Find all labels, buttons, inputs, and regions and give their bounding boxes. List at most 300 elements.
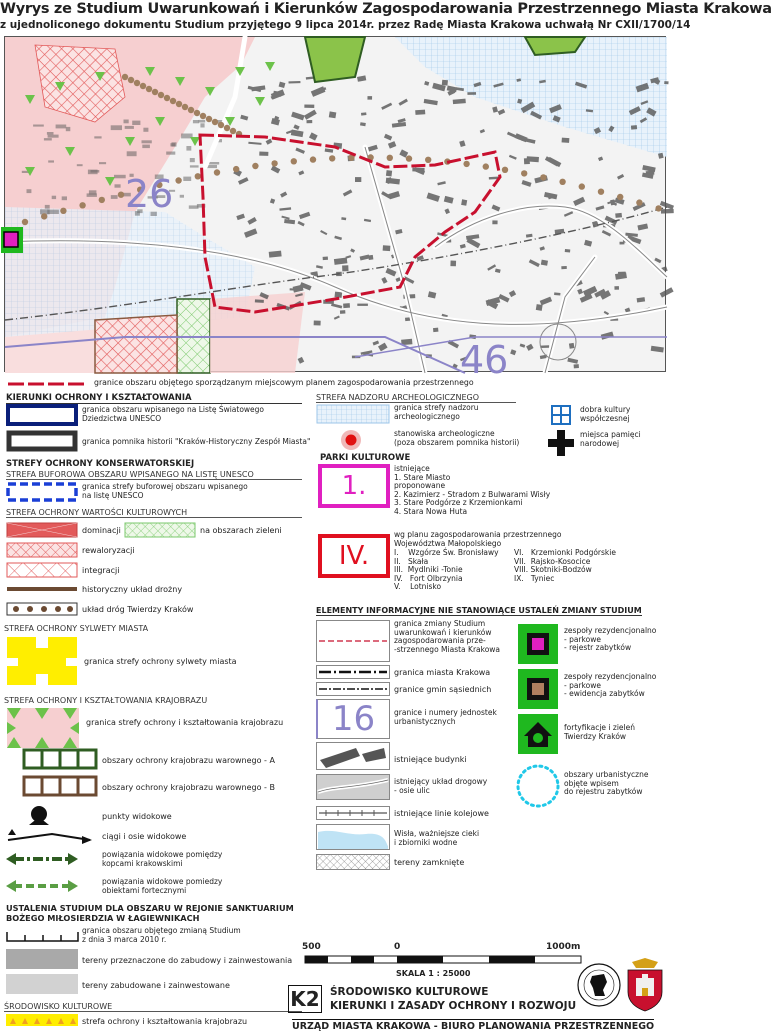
- building: [244, 228, 257, 237]
- building: [381, 277, 387, 284]
- plan-boundary-label: granice obszaru objętego sporządzanym miejscowym planem zagospodarowania przestrzennego: [94, 378, 474, 387]
- building: [561, 266, 567, 269]
- section-parki: PARKI KULTUROWE: [320, 453, 411, 463]
- obszary-urbanistyczne-label: obszary urbanistyczne objęte wpisem do rejestru zabytków: [564, 770, 649, 797]
- dominacji-symbol: [6, 522, 78, 538]
- building: [329, 111, 337, 118]
- building: [270, 198, 275, 203]
- building: [526, 234, 533, 238]
- building: [200, 123, 204, 127]
- building: [298, 357, 305, 364]
- fortress-road-dot: [182, 104, 188, 110]
- building: [361, 112, 366, 115]
- fortress-road-dot: [271, 160, 277, 166]
- building: [293, 124, 299, 129]
- fortress-road-dot: [214, 169, 220, 175]
- building: [569, 343, 575, 349]
- building: [520, 344, 526, 348]
- building: [62, 196, 67, 200]
- powiazania-obiektami-symbol: [4, 879, 80, 893]
- strefa-ochrony-symbol: [6, 1014, 78, 1026]
- fortress-road-dot: [540, 174, 546, 180]
- building: [567, 358, 578, 364]
- building: [364, 219, 371, 222]
- tereny-zabudowane-symbol: [6, 974, 78, 994]
- granice-numery-label: granice i numery jednostek urbanistycznych: [394, 708, 497, 726]
- building: [94, 136, 101, 138]
- building: [341, 217, 346, 220]
- building: [291, 130, 304, 138]
- miejsca-pamieci-icon: [546, 428, 576, 458]
- wisla-symbol: [316, 824, 390, 850]
- building: [625, 233, 638, 237]
- fortress-road-dot: [502, 167, 508, 173]
- fortress-road-dot: [559, 179, 565, 185]
- building: [433, 328, 438, 332]
- building: [248, 142, 261, 145]
- building: [444, 196, 454, 204]
- building: [395, 229, 402, 234]
- scale-tick-1000: 1000m: [546, 942, 581, 952]
- building: [447, 86, 457, 93]
- subsection-sylwety: STREFA OCHRONY SYLWETY MIASTA: [4, 624, 149, 633]
- fortress-road-dot: [79, 202, 85, 208]
- zieleni-symbol: [124, 522, 196, 538]
- building: [132, 121, 140, 125]
- fortress-road-dot: [140, 83, 146, 89]
- building: [304, 110, 317, 120]
- building: [388, 191, 400, 199]
- unesco-label: granica obszaru wpisanego na Listę Światowego Dziedzictwa UNESCO: [82, 405, 265, 423]
- building: [271, 89, 285, 99]
- building: [334, 315, 340, 319]
- building: [143, 128, 148, 132]
- subsection-nadzoru: STREFA NADZORU ARCHEOLOGICZNEGO: [316, 393, 516, 403]
- warownego-b-symbol: [22, 775, 98, 797]
- footer-line2: KIERUNKI I ZASADY OCHRONY I ROZWOJU: [330, 1000, 577, 1012]
- fortress-road-dot: [158, 92, 164, 98]
- miejsca-pamieci-label: miejsca pamięci narodowej: [580, 430, 641, 448]
- building: [540, 345, 549, 348]
- fortyfikacje-label: fortyfikacje i zieleń Twierdzy Kraków: [564, 723, 635, 741]
- building: [437, 181, 446, 185]
- building: [637, 297, 646, 302]
- park-existing-box: 1.: [318, 464, 390, 508]
- building: [190, 158, 195, 162]
- building: [307, 120, 313, 123]
- building: [664, 81, 668, 84]
- fortress-road-dot: [218, 122, 224, 128]
- building: [529, 259, 540, 267]
- building: [255, 299, 264, 302]
- obszary-urbanistyczne-symbol: [514, 762, 562, 810]
- dominacji-label: dominacji: [82, 526, 121, 535]
- building: [314, 321, 321, 326]
- building: [617, 174, 624, 180]
- building: [492, 106, 498, 112]
- building: [170, 143, 175, 146]
- linie-kolejowe-symbol: [316, 806, 390, 820]
- granice-gmin-symbol: [316, 682, 390, 696]
- fortress-road-dot: [521, 170, 527, 176]
- building: [596, 205, 605, 210]
- building: [320, 230, 327, 235]
- building: [487, 264, 496, 271]
- strefa-ochrony-label: strefa ochrony i kształtowania krajobrazu: [82, 1017, 248, 1026]
- fortress-road-dot: [329, 155, 335, 161]
- building: [540, 297, 552, 306]
- granica-zmiana-symbol: [6, 929, 80, 943]
- building: [99, 162, 106, 164]
- fortress-road-dot: [188, 107, 194, 113]
- building: [48, 160, 54, 162]
- zespoly-rejestr-icon: [518, 624, 558, 664]
- building: [498, 109, 506, 115]
- buforowa-label: granica strefy buforowej obszaru wpisanego na listę UNESCO: [82, 482, 248, 500]
- fortress-road-dot: [128, 77, 134, 83]
- uklad-drogowy-label: istniejący układ drogowy - osie ulic: [394, 777, 488, 795]
- building: [279, 207, 291, 210]
- tereny-przeznaczone-symbol: [6, 949, 78, 969]
- map-header: [0, 0, 772, 36]
- fortress-road-dot: [122, 74, 128, 80]
- granica-zmiany-label: granica zmiany Studium uwarunkowań i kierunków zagospodarowania prze- -strzennego Miasta Krakowa: [394, 619, 501, 654]
- fortress-road-dot: [118, 192, 124, 198]
- building: [284, 219, 295, 224]
- building: [199, 120, 206, 123]
- building: [325, 148, 334, 152]
- building: [573, 197, 585, 206]
- building: [554, 292, 560, 295]
- building: [426, 193, 439, 202]
- building: [279, 82, 286, 88]
- subsection-krajobrazu: STREFA OCHRONY I KSZTAŁTOWANIA KRAJOBRAZU: [4, 696, 208, 705]
- pomnik-symbol: [6, 430, 78, 452]
- building: [281, 216, 289, 220]
- map-view[interactable]: [4, 36, 666, 382]
- fortress-road-dot: [175, 177, 181, 183]
- warownego-a-label: obszary ochrony krajobrazu warownego - A: [102, 756, 275, 765]
- zespoly-ewidencja-label: zespoły rezydencjonalno - parkowe - ewidencja zabytków: [564, 672, 657, 699]
- building: [467, 92, 476, 95]
- footer-line3: URZĄD MIASTA KRAKOWA - BIURO PLANOWANIA PRZESTRZENNEGO: [292, 1021, 655, 1032]
- unesco-symbol: [6, 404, 78, 426]
- building: [357, 304, 368, 306]
- building: [461, 199, 467, 205]
- building: [259, 152, 268, 156]
- building: [527, 156, 539, 162]
- building: [189, 205, 199, 208]
- zespoly-rejestr-label: zespoły rezydencjonalno - parkowe - rejestr zabytków: [564, 626, 657, 653]
- building: [383, 245, 391, 251]
- building: [293, 285, 304, 293]
- building: [291, 112, 304, 121]
- map-title: Wyrys ze Studium Uwarunkowań i Kierunków Zagospodarowania Przestrzennego Miasta Krakowa: [0, 1, 772, 17]
- sheet-code: K2: [288, 985, 322, 1013]
- granica-zmiany-symbol: [316, 620, 390, 662]
- dobra-kultury-label: dobra kultury współczesnej: [580, 405, 631, 423]
- granica-miasta-symbol: [316, 665, 390, 679]
- fortress-road-dot: [425, 157, 431, 163]
- uklad-drog-label: układ dróg Twierdzy Kraków: [82, 605, 194, 614]
- footer-line1: ŚRODOWISKO KULTUROWE: [330, 986, 489, 998]
- building: [180, 195, 184, 198]
- building: [27, 189, 32, 193]
- landscape-triangle: [190, 137, 200, 146]
- building: [114, 175, 126, 179]
- building: [614, 286, 619, 290]
- parki-list-regional-b: VI. Krzemionki Podgórskie VII. Rajsko-Kosocice VIII. Skotniki-Bodzów IX. Tyniec: [514, 548, 616, 583]
- building: [88, 170, 98, 175]
- ciagi-symbol: [4, 826, 94, 844]
- building: [89, 190, 97, 194]
- section-sanktuarium: USTALENIA STUDIUM DLA OBSZARU W REJONIE SANKTUARIUM BOŻEGO MIŁOSIERDZIA W ŁAGIEWNIKACH: [6, 903, 294, 923]
- section-elementy: ELEMENTY INFORMACYJNE NIE STANOWIĄCE USTALEŃ ZMIANY STUDIUM: [316, 606, 642, 615]
- building: [47, 132, 54, 135]
- fortress-road-dot: [194, 110, 200, 116]
- building: [564, 211, 573, 217]
- building: [323, 257, 328, 261]
- dobra-kultury-icon: [550, 404, 572, 426]
- building: [381, 103, 392, 110]
- building: [56, 125, 67, 129]
- fortress-road-dot: [598, 189, 604, 195]
- building: [577, 289, 583, 295]
- building: [367, 96, 372, 100]
- fortress-road-dot: [310, 156, 316, 162]
- warownego-a-symbol: [22, 748, 98, 770]
- building: [584, 240, 592, 247]
- building: [399, 99, 408, 106]
- tereny-zamkniete-label: tereny zamknięte: [394, 858, 465, 867]
- building: [574, 364, 579, 368]
- building: [334, 258, 348, 265]
- building: [316, 265, 323, 269]
- integracji-label: integracji: [82, 566, 120, 575]
- building: [52, 196, 56, 199]
- building: [111, 125, 122, 130]
- building: [388, 141, 396, 148]
- unit-label-26: 26: [125, 172, 174, 216]
- fortress-road-dot: [170, 98, 176, 104]
- scale-tick-500: 500: [302, 942, 321, 952]
- fortress-road-dot: [233, 166, 239, 172]
- zieleni-label: na obszarach zieleni: [200, 526, 282, 535]
- fortress-road-dot: [134, 80, 140, 86]
- building: [368, 145, 378, 152]
- building: [491, 205, 500, 212]
- fortress-road-dot: [655, 205, 661, 211]
- krajobrazu-symbol: [6, 707, 80, 749]
- building: [142, 145, 150, 149]
- subsection-buforowa: STREFA BUFOROWA OBSZARU WPISANEGO NA LISTĘ UNESCO: [6, 470, 302, 480]
- building: [142, 140, 152, 143]
- building: [48, 135, 59, 138]
- section-strefy: STREFY OCHRONY KONSERWATORSKIEJ: [6, 459, 195, 469]
- building: [654, 258, 661, 264]
- building: [355, 177, 361, 182]
- fortress-road-dot: [483, 163, 489, 169]
- building: [309, 132, 318, 140]
- building: [450, 261, 456, 267]
- granica-miasta-label: granica miasta Krakowa: [394, 668, 491, 677]
- integracji-symbol: [6, 562, 78, 578]
- historyczny-symbol: [6, 584, 78, 594]
- building: [541, 260, 548, 266]
- parki-list-regional-head: wg planu zagospodarowania przestrzennego Województwa Małopolskiego: [394, 530, 562, 548]
- fortress-road-dot: [164, 95, 170, 101]
- powiazania-obiektami-label: powiązania widokowe pomiedzy obiektami fortecznymi: [102, 877, 223, 895]
- building: [526, 344, 533, 351]
- building: [33, 125, 44, 127]
- building: [492, 220, 497, 224]
- rewaloryzacji-symbol: [6, 542, 78, 558]
- building: [357, 75, 366, 81]
- building: [289, 81, 301, 84]
- building: [495, 269, 501, 273]
- rewaloryzacji-label: rewaloryzacji: [82, 546, 135, 555]
- building: [373, 340, 380, 345]
- tereny-zamkniete-symbol: [316, 854, 390, 870]
- building: [453, 99, 466, 104]
- building: [331, 303, 342, 308]
- building: [236, 214, 245, 221]
- scale-bar: [304, 954, 582, 966]
- building: [615, 272, 627, 279]
- fortress-road-dot: [152, 89, 158, 95]
- stanowiska-label: stanowiska archeologiczne (poza obszarem pomnika historii): [394, 429, 520, 447]
- punkty-symbol: [26, 803, 52, 825]
- fortress-road-dot: [252, 163, 258, 169]
- unit-label-46: 46: [460, 338, 509, 382]
- landscape-triangle: [265, 62, 275, 71]
- uklad-drogowy-symbol: [316, 774, 390, 800]
- building: [604, 311, 609, 315]
- budynki-label: istniejące budynki: [394, 755, 467, 764]
- building: [480, 129, 485, 133]
- building: [44, 138, 52, 140]
- uklad-drog-symbol: [6, 602, 78, 616]
- building: [271, 166, 281, 174]
- fortress-road-dot: [212, 119, 218, 125]
- building: [637, 223, 648, 230]
- legend: [0, 374, 669, 1033]
- building: [124, 120, 129, 124]
- fortress-road-dot: [99, 197, 105, 203]
- section-kierunki: KIERUNKI OCHRONY I KSZTAŁTOWANIA: [6, 393, 302, 404]
- building: [125, 126, 134, 129]
- building: [459, 140, 465, 147]
- wisla-label: Wisła, ważniejsze cieki i zbiorniki wodne: [394, 829, 480, 847]
- building: [536, 304, 543, 311]
- building: [77, 164, 83, 166]
- building: [183, 177, 191, 181]
- building: [247, 217, 256, 225]
- building: [466, 238, 480, 249]
- building: [385, 268, 396, 277]
- fortress-road-dot: [41, 213, 47, 219]
- building: [111, 195, 118, 199]
- building: [615, 213, 622, 218]
- building: [521, 137, 535, 144]
- fortress-road-dot: [291, 158, 297, 164]
- building: [360, 122, 366, 126]
- building: [238, 177, 249, 185]
- building: [186, 146, 191, 151]
- building: [378, 343, 388, 352]
- building: [45, 205, 50, 209]
- fortress-road-dot: [406, 155, 412, 161]
- stanowiska-icon: [340, 429, 362, 451]
- fortyfikacje-icon: [518, 714, 558, 754]
- building: [631, 125, 637, 129]
- fortress-road-dot: [200, 113, 206, 119]
- building: [334, 236, 342, 241]
- fortress-road-dot: [60, 208, 66, 214]
- building: [592, 221, 599, 228]
- fortress-road-dot: [146, 86, 152, 92]
- section-srodowisko: ŚRODOWISKO KULTUROWE: [4, 1002, 302, 1012]
- building: [442, 80, 448, 86]
- building: [127, 151, 137, 156]
- powiazania-kopcami-label: powiązania widokowe pomiędzy kopcami krakowskimi: [102, 850, 223, 868]
- building: [360, 254, 370, 260]
- building: [269, 251, 282, 258]
- landscape-triangle: [255, 97, 265, 106]
- building: [280, 191, 287, 197]
- plan-boundary-symbol: [6, 380, 86, 388]
- krakow-coat-of-arms-icon: [624, 956, 666, 1012]
- building: [415, 110, 425, 115]
- punkty-label: punkty widokowe: [102, 812, 172, 821]
- parki-list-regional-a: I. Wzgórze Św. Bronisławy II. Skała III. Mydlniki -Tonie IV. Fort Olbrzynia V. Lotnisko: [394, 548, 499, 592]
- scale-tick-0: 0: [394, 942, 401, 952]
- building: [540, 246, 545, 250]
- building: [295, 148, 305, 154]
- building: [428, 291, 436, 298]
- building: [509, 290, 516, 297]
- building: [445, 208, 450, 214]
- building: [66, 127, 71, 131]
- building: [340, 310, 346, 314]
- building: [562, 138, 570, 143]
- fortress-road-dot: [579, 183, 585, 189]
- pomnik-label: granica pomnika historii "Kraków-Historyczny Zespół Miasta": [82, 437, 311, 446]
- nadzoru-label: granica strefy nadzoru archeologicznego: [394, 403, 479, 421]
- zespoly-ewidencja-icon: [518, 669, 558, 709]
- building: [510, 349, 516, 355]
- building: [392, 122, 406, 128]
- building: [602, 230, 611, 237]
- building: [342, 265, 348, 271]
- building: [190, 165, 199, 167]
- building: [509, 155, 517, 160]
- budynki-symbol: [316, 742, 390, 770]
- building: [424, 81, 429, 86]
- fortress-road-dot: [224, 125, 230, 131]
- map-subtitle: z ujednoliconego dokumentu Studium przyjętego 9 lipca 2014r. przez Radę Miasta Krakowa uchwałą Nr CXII/1700/14: [0, 19, 691, 31]
- fortress-road-dot: [206, 116, 212, 122]
- building: [350, 248, 355, 252]
- fortress-road-dot: [176, 101, 182, 107]
- building: [522, 180, 532, 187]
- building: [304, 105, 314, 108]
- fortress-road-dot: [195, 173, 201, 179]
- linie-kolejowe-label: istniejące linie kolejowe: [394, 809, 489, 818]
- building: [345, 255, 351, 259]
- subsection-wartosci: STREFA OCHRONY WARTOŚCI KULTUROWYCH: [6, 508, 302, 518]
- building: [299, 212, 310, 219]
